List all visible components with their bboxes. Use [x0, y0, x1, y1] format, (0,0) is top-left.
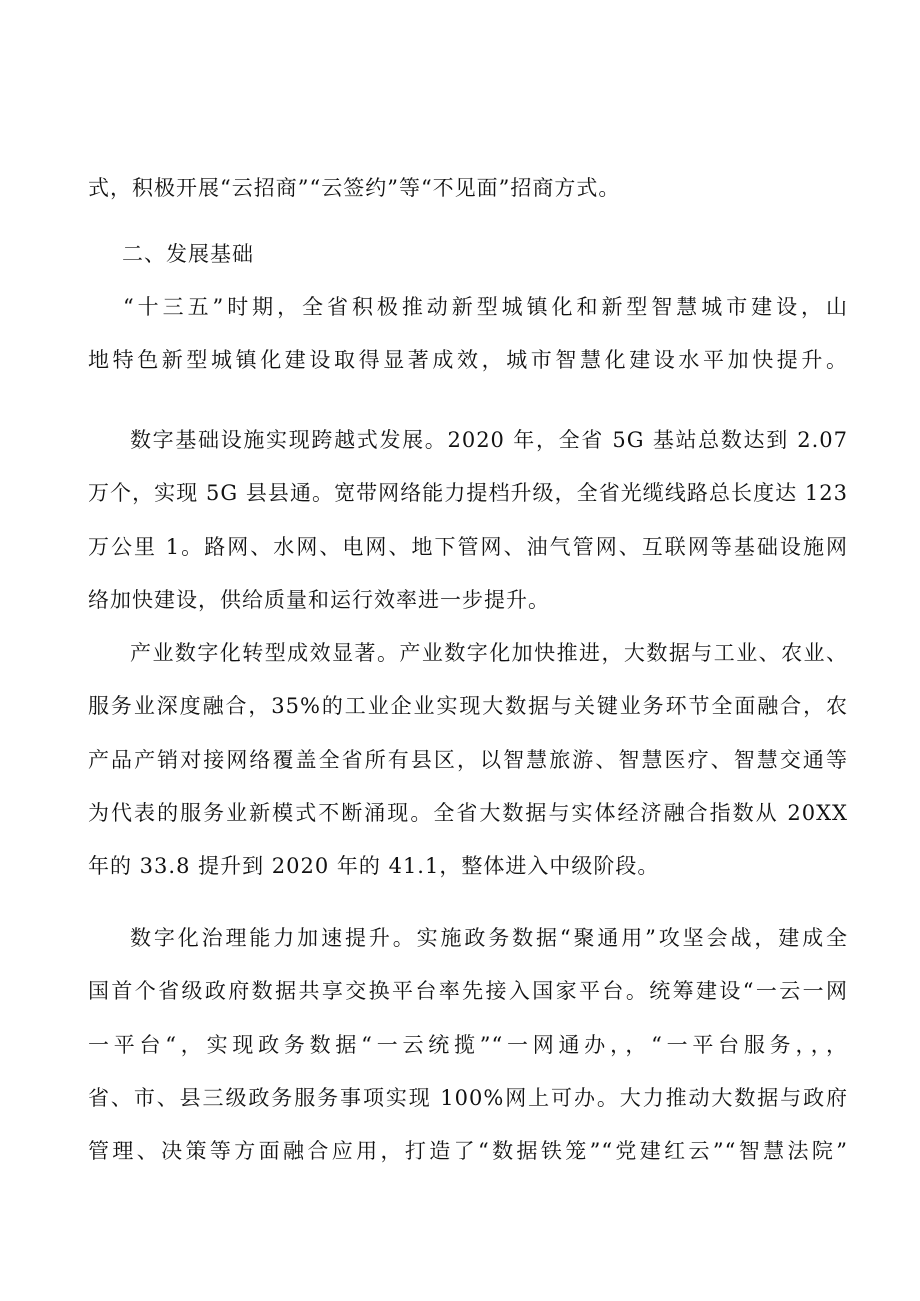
paragraph-line: 产品产销对接网络覆盖全省所有县区，以智慧旅游、智慧医疗、智慧交通等	[88, 748, 848, 772]
paragraph-line: 省、市、县三级政务服务事项实现 100%网上可办。大力推动大数据与政府	[88, 1086, 848, 1110]
paragraph-line: 络加快建设，供给质量和运行效率进一步提升。	[88, 588, 550, 612]
paragraph-line: 数字化治理能力加速提升。实施政务数据“聚通用”攻坚会战，建成全	[130, 926, 848, 950]
paragraph-line: “十三五”时期，全省积极推动新型城镇化和新型智慧城市建设，山	[123, 295, 848, 319]
paragraph-line: 一平台“，实现政务数据“一云统揽”“一网通办，，“一平台服务，，，	[88, 1033, 848, 1057]
paragraph-line: 数字基础设施实现跨越式发展。2020 年，全省 5G 基站总数达到 2.07	[130, 428, 848, 452]
paragraph-line: 服务业深度融合，35%的工业企业实现大数据与关键业务环节全面融合，农	[88, 694, 848, 718]
section-heading: 二、发展基础	[122, 242, 254, 266]
paragraph-line: 为代表的服务业新模式不断涌现。全省大数据与实体经济融合指数从 20XX	[88, 801, 848, 825]
paragraph-line: 万个，实现 5G 县县通。宽带网络能力提档升级，全省光缆线路总长度达 123	[88, 481, 848, 505]
paragraph-line: 地特色新型城镇化建设取得显著成效，城市智慧化建设水平加快提升。	[88, 348, 848, 372]
paragraph-line: 式，积极开展“云招商”“云签约”等“不见面”招商方式。	[88, 176, 621, 200]
paragraph-line: 管理、决策等方面融合应用，打造了“数据铁笼”“党建红云”“智慧法院”	[88, 1139, 848, 1163]
paragraph-line: 国首个省级政府数据共享交换平台率先接入国家平台。统筹建设“一云一网	[88, 979, 848, 1003]
paragraph-line: 万公里 1。路网、水网、电网、地下管网、油气管网、互联网等基础设施网	[88, 535, 848, 559]
paragraph-line: 产业数字化转型成效显著。产业数字化加快推进，大数据与工业、农业、	[130, 641, 848, 665]
paragraph-line: 年的 33.8 提升到 2020 年的 41.1，整体进入中级阶段。	[88, 854, 660, 878]
